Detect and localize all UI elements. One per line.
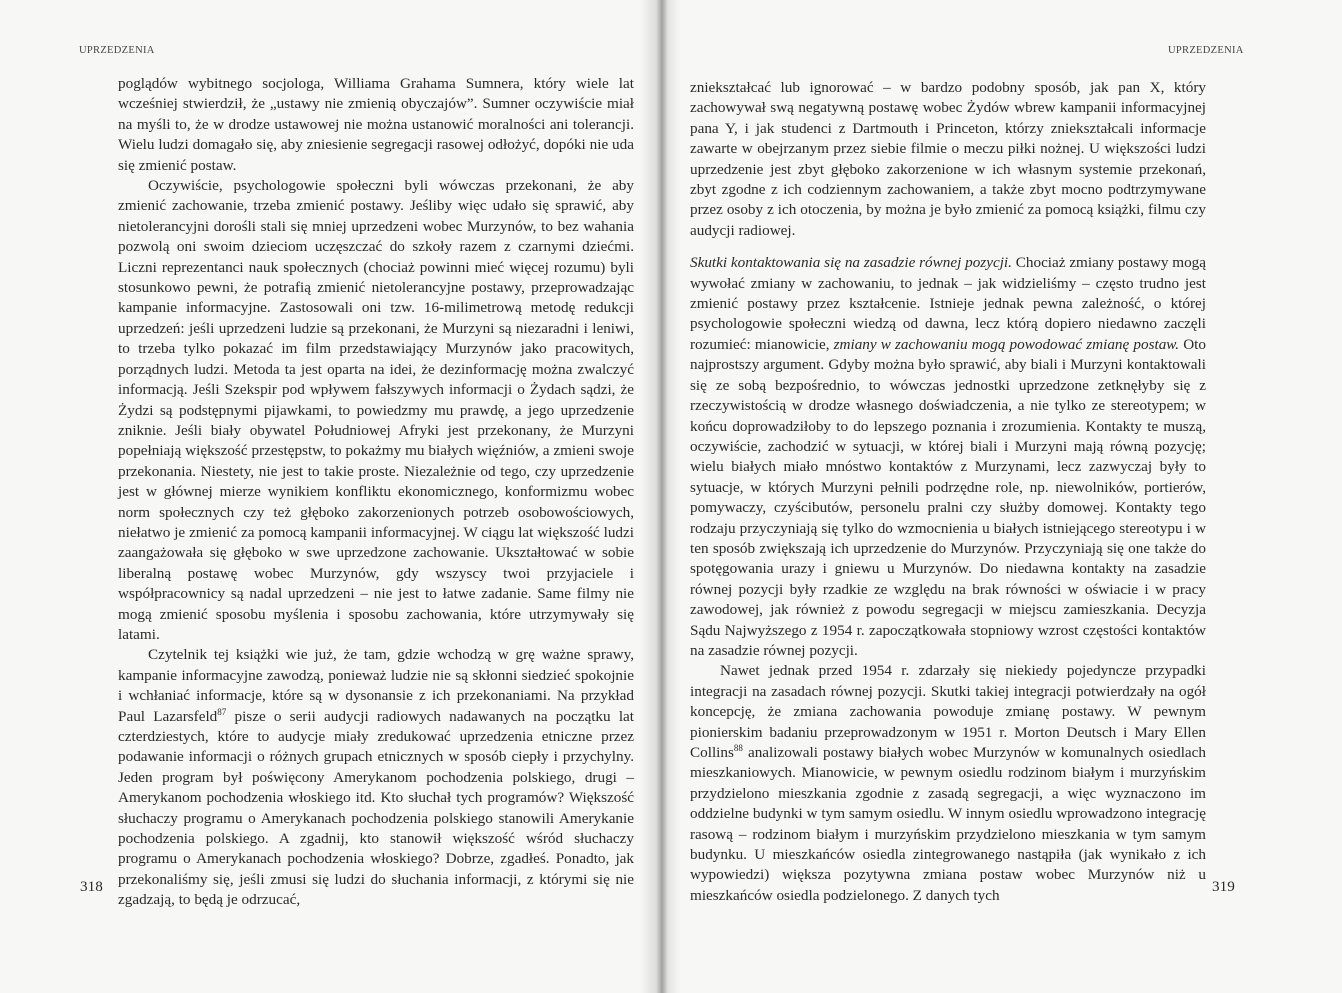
paragraph <box>118 645 634 910</box>
paragraph-text: analizowali postawy białych wobec Murzynów w komunalnych osiedlach mieszkaniowych. Mianowicie, w pewnym osiedlu rodzinom białym i murzyńskim przydzielono mieszkania zgodnie z zasadą segregacji, a więc wyznaczono im oddzielne budynki w tym samym osiedlu. W innym osiedlu wprowadzono integrację rasową – rodzinom białym i murzyńskim przydzielono mieszkania w tym samym budynku. U mieszkańców osiedla zintegrowanego nastąpiła (jak wynikało z ich wypowiedzi) większa pozytywna zmiana postaw wobec Murzynów niż u mieszkańców osiedla podzielonego. Z danych tych <box>690 744 1206 904</box>
left-page-body <box>118 74 634 911</box>
section-heading: Skutki kontaktowania się na zasadzie równej pozycji. <box>690 254 1012 272</box>
paragraph-text: Czytelnik tej książki wie już, że tam, gdzie wchodzą w grę ważne sprawy, kampanie informacyjne zawodzą, ponieważ ludzie nie są skłonni siedzieć spokojnie i wchłaniać informacje, które są w dysonansie z ich przekonaniami. Na przykład Paul Lazarsfeld <box>118 646 634 725</box>
left-page <box>0 0 665 993</box>
paragraph <box>690 253 1206 661</box>
footnote-ref: 88 <box>733 742 743 753</box>
footnote-ref: 87 <box>217 706 227 717</box>
page-number-left: 318 <box>80 878 103 895</box>
right-page <box>665 0 1342 993</box>
right-page-body <box>690 78 1206 906</box>
paragraph <box>690 661 1206 906</box>
paragraph-text: pisze o serii audycji radiowych nadawanych na początku lat czterdziestych, które to audycje miały zredukować uprzedzenia etniczne przez podawanie informacji o różnych grupach etnicznych w sposób ciepły i przychylny. Jeden program był poświęcony Amerykanom pochodzenia polskiego, drugi – Amerykanom pochodzenia włoskiego itd. Kto słuchał tych programów? Większość słuchaczy programu o Amerykanach pochodzenia polskiego stanowili Amerykanie pochodzenia polskiego. A zgadnij, kto stanowił większość wśród słuchaczy programu o Amerykanach pochodzenia włoskiego? Dobrze, zgadłeś. Ponadto, jak przekonaliśmy się, jeśli zmusi się ludzi do słuchania informacji, z którymi się nie zgadzają, to będą je odrzucać, <box>118 707 634 909</box>
paragraph: poglądów wybitnego socjologa, Williama Grahama Sumnera, który wiele lat wcześniej stwierdził, że „ustawy nie zmienią obyczajów”. Sumner oczywiście miał na myśli to, że w drodze ustawowej nie można ustanowić moralności ani tolerancji. Wielu ludzi domagało się, aby zniesienie segregacji rasowej odłożyć, dopóki nie uda się zmienić postaw. <box>118 75 634 174</box>
paragraph-text: Chociaż zmiany postawy mogą wywołać zmiany w zachowaniu, to jednak – jak widzieliśmy – często trudno jest zmienić postawy przez kształcenie. Istnieje jednak pewna zależność, o której psychologowie społeczni wiedzą od dawna, lecz którą dopiero niedawno zaczęli rozumieć: mianowicie, <box>690 254 1206 353</box>
page-number-right: 319 <box>1212 878 1235 895</box>
paragraph: Oczywiście, psychologowie społeczni byli wówczas przekonani, że aby zmienić zachowanie, trzeba zmienić postawy. Jeśliby więc udało się sprawić, aby nietolerancyjni dorośli stali się mniej uprzedzeni wobec Murzynów, to bez wahania pozwolą oni swoim dzieciom uczęszczać do szkoły razem z czarnymi dziećmi. Liczni reprezentanci nauk społecznych (chociaż powinni mieć więcej rozumu) byli stosunkowo pewni, że potrafią zmienić nietolerancyjne postawy, przeprowadzając kampanie informacyjne. Zastosowali oni tzw. 16-milimetrową metodę redukcji uprzedzeń: jeśli uprzedzeni ludzie są przekonani, że Murzyni są niezaradni i leniwi, to trzeba tylko pokazać im film przedstawiający Murzynów jako pracowitych, porządnych ludzi. Metoda ta jest oparta na idei, że dezinformację można zwalczyć informacją. Jeśli Szekspir pod wpływem fałszywych informacji o Żydach sądzi, że Żydzi są podstępnymi pijawkami, to powiedzmy mu prawdę, a jego uprzedzenie zniknie. Jeśli biały obywatel Południowej Afryki jest przekonany, że Murzyni popełniają większość przestępstw, to pokażmy mu białych więźniów, a zmieni swoje przekonania. Niestety, nie jest to takie proste. Niezależnie od tego, czy uprzedzenie jest w głównej mierze wynikiem konfliktu ekonomicznego, konformizmu wobec norm społecznych czy też głęboko zakorzenionych potrzeb osobowościowych, niełatwo je zmienić za pomocą kampanii informacyjnej. W ciągu lat większość ludzi zaangażowała się głęboko w swe uprzedzone zachowanie. Ukształtować w sobie liberalną postawę wobec Murzynów, gdy wszyscy twoi przyjaciele i współpracownicy są nadal uprzedzeni – nie jest to łatwe zadanie. Same filmy nie mogą zmienić sposobu myślenia i sposobu zachowania, które utrzymywały się latami. <box>118 177 634 643</box>
running-head-right: UPRZEDZENIA <box>1168 45 1244 56</box>
paragraph-text: Nawet jednak przed 1954 r. zdarzały się niekiedy pojedyncze przypadki integracji na zasadach równej pozycji. Skutki takiej integracji potwierdzały na ogół koncepcję, że zmiana zachowania powoduje zmianę postawy. W pewnym pionierskim badaniu przeprowadzonym w 1951 r. Morton Deutsch i Mary Ellen Collins <box>690 662 1206 761</box>
paragraph-text: Oto najprostszy argument. Gdyby można było sprawić, aby biali i Murzyni kontaktowali się ze sobą bezpośrednio, to wówczas jednostki uprzedzone zetknęłyby się z rzeczywistością w drodze własnego doświadczenia, a nie tylko ze stereotypem; w końcu doprowadziłoby to do lepszego poznania i zrozumienia. Kontakty te muszą, oczywiście, zachodzić w sytuacji, w której biali i Murzyni mają równą pozycję; wielu białych miało mnóstwo kontaktów z Murzynami, lecz zazwyczaj były to sytuacje, w których Murzyni pełnili podrzędne role, np. niewolników, portierów, pomywaczy, czyścibutów, personelu pralni czy służby domowej. Kontakty tego rodzaju przyczyniają się tylko do wzmocnienia u białych istniejącego stereotypu i w ten sposób zwiększają ich uprzedzenie do Murzynów. Przyczyniają się one także do spotęgowania urazy i gniewu u Murzynów. Do niedawna kontakty na zasadzie równej pozycji były rzadkie ze względu na brak równości w oświacie i w pracy zawodowej, jak również z powodu segregacji w miejscu zamieszkania. Decyzja Sądu Najwyższego z 1954 r. zapoczątkowała stopniowy wzrost częstości kontaktów na zasadzie równej pozycji. <box>690 335 1206 659</box>
emphasis: zmiany w zachowaniu mogą powodować zmianę postaw. <box>833 335 1180 353</box>
paragraph: zniekształcać lub ignorować – w bardzo podobny sposób, jak pan X, który zachowywał swą negatywną postawę wobec Żydów wbrew kampanii informacyjnej pana Y, i jak studenci z Dartmouth i Princeton, którzy zniekształcali informacje zawarte w obejrzanym przez siebie filmie o meczu piłki nożnej. U większości ludzi uprzedzenie jest zbyt głęboko zakorzenione w ich własnym systemie przekonań, zbyt zgodne z ich codziennym zachowaniem, a także zbyt mocno podtrzymywane przez osoby z ich otoczenia, by można je było zmienić za pomocą książki, filmu czy audycji radiowej. <box>690 79 1206 239</box>
running-head-left: UPRZEDZENIA <box>79 45 155 56</box>
book-gutter-shadow <box>640 0 680 993</box>
